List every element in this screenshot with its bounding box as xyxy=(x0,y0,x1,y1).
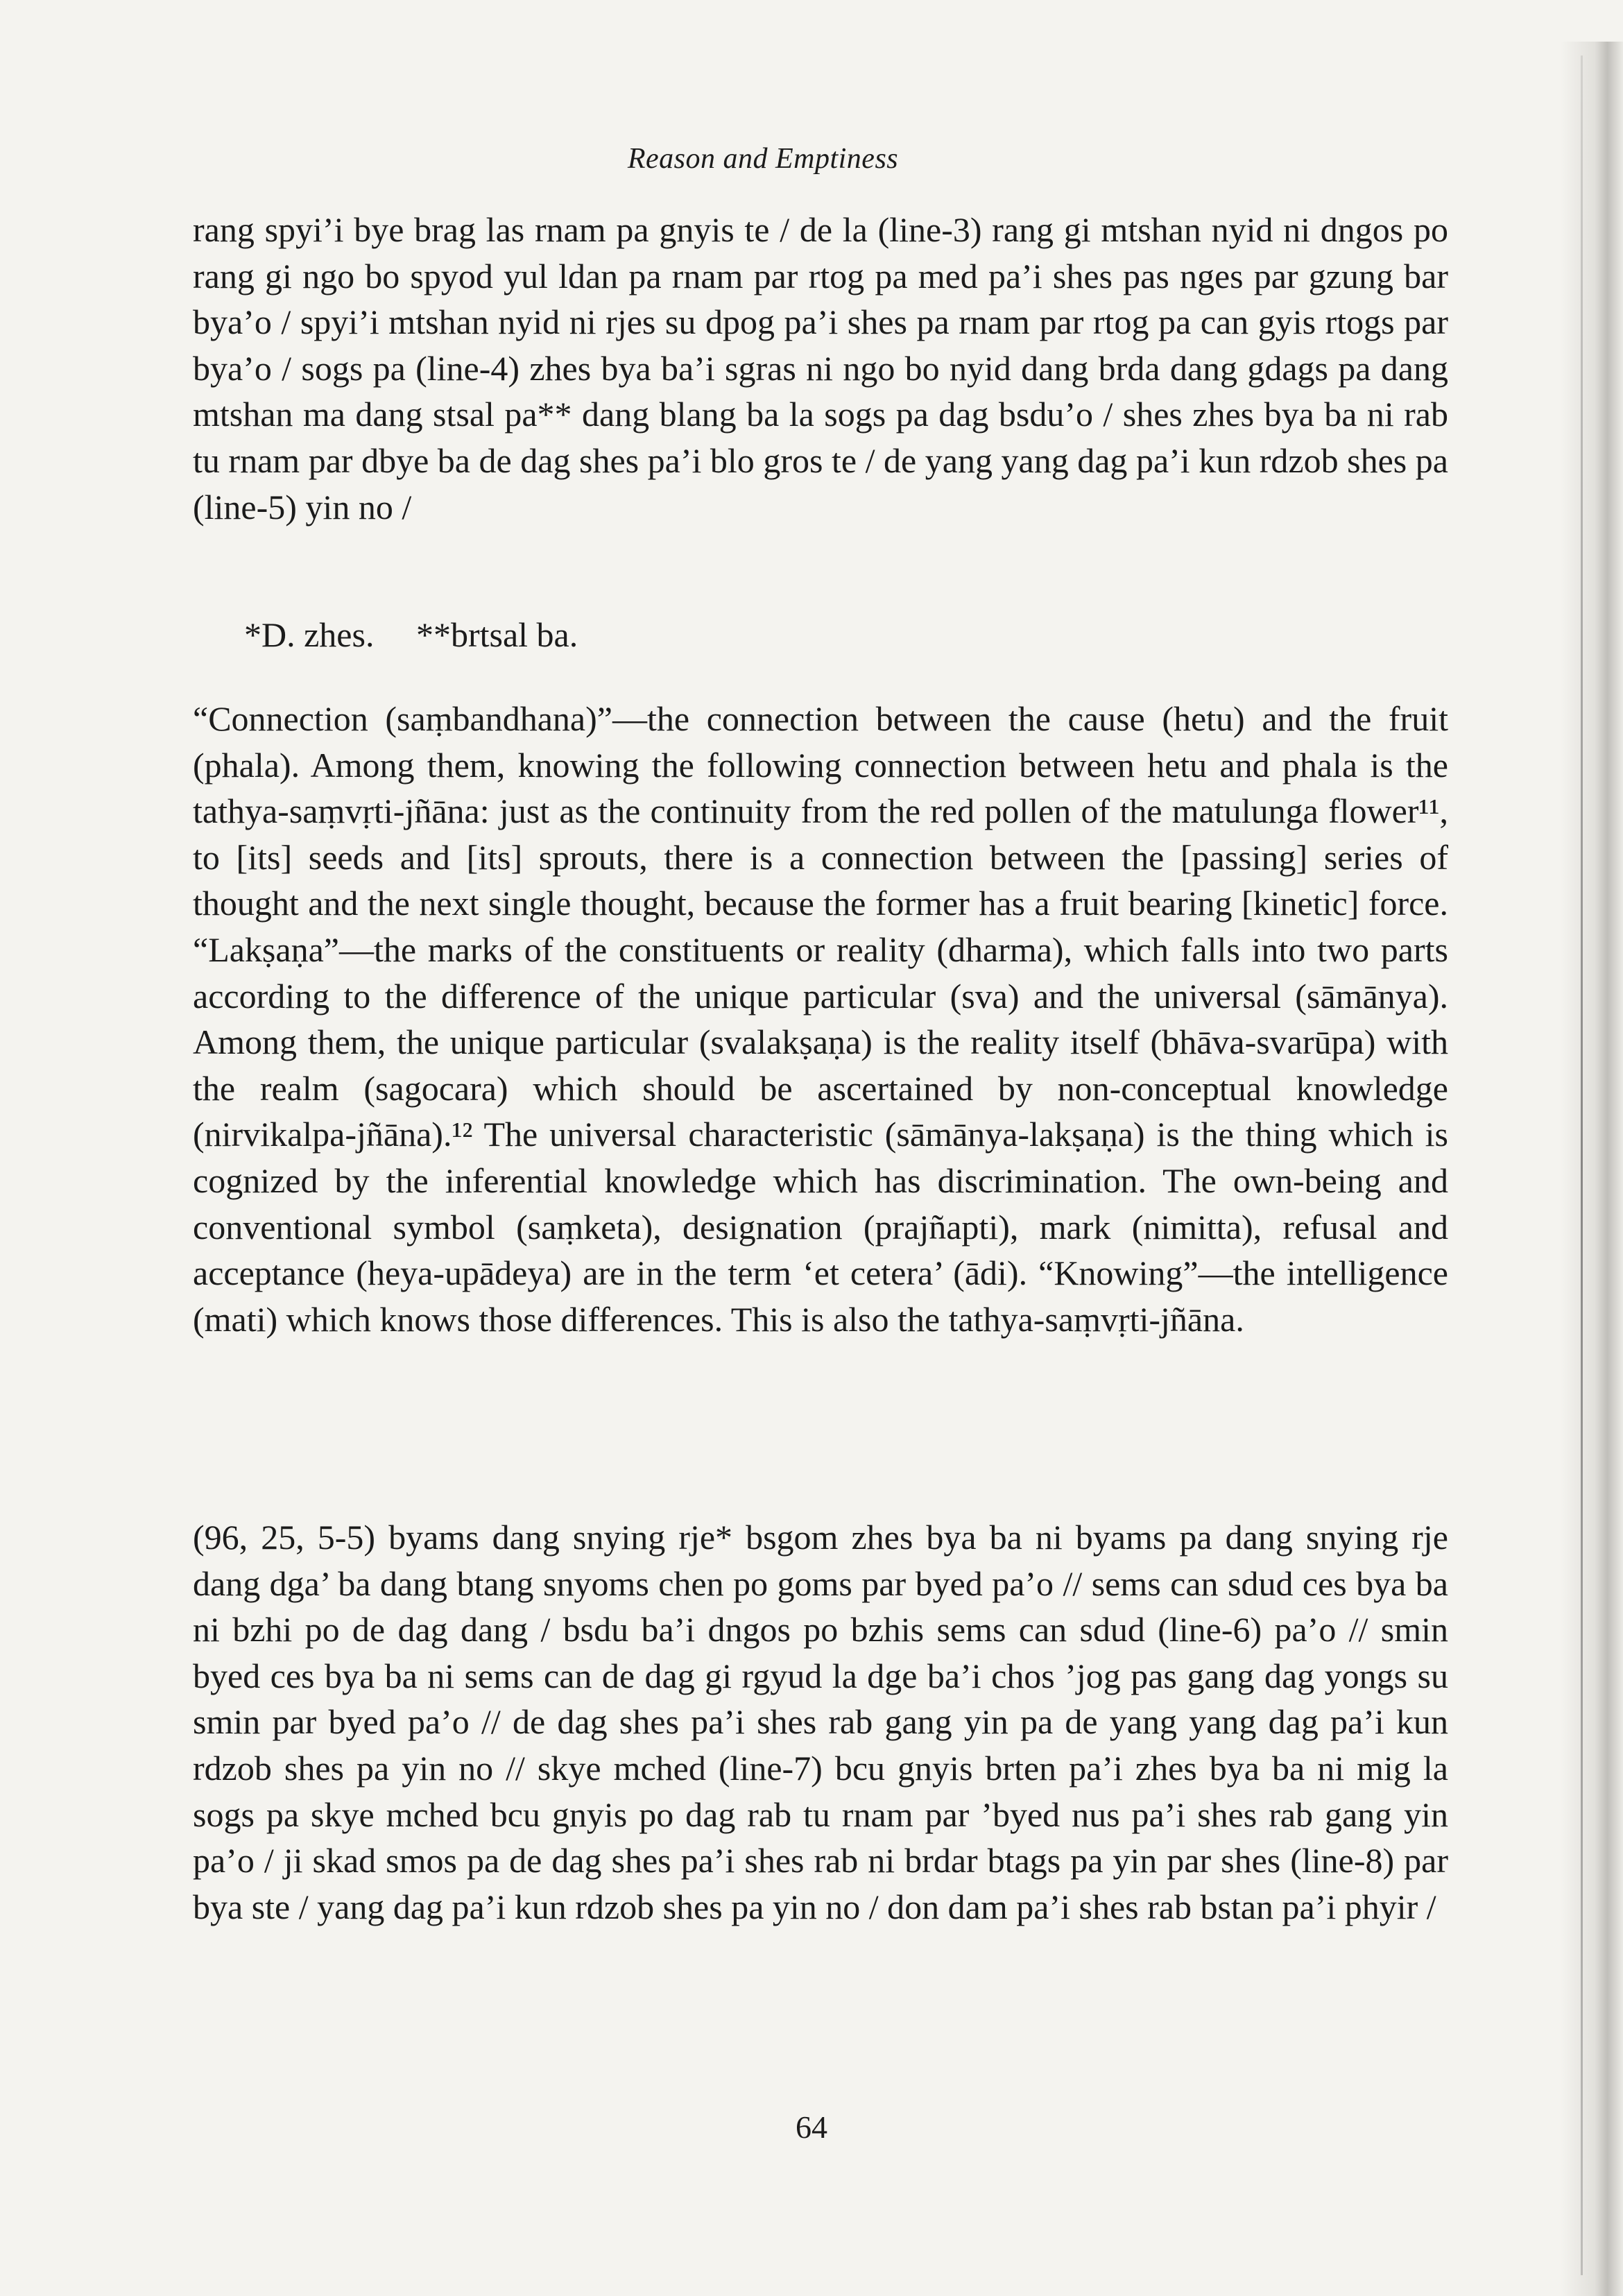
paragraph-text: rang spyi’i bye brag las rnam pa gnyis te / de la (line-3) rang gi mtshan nyid ni dngos po rang gi ngo bo spyod yul ldan pa rnam par rtog pa med pa’i shes pas nges par gzung bar bya’o / spyi’i mtshan nyid ni rjes su dpog pa’i shes pa rnam par rtog pa can gyis rtogs par bya’o / sogs pa (line-4) zhes bya ba’i sgras ni ngo bo nyid dang brda dang gdags pa dang mtshan ma dang stsal pa** dang blang ba la sogs pa dag bsdu’o / shes zhes bya ba ni rab tu rnam par dbye ba de dag shes pa’i blo gros te / de yang yang dag pa’i kun rdzob shes pa (line-5) yin no / xyxy=(193,210,1448,526)
textual-footnote xyxy=(244,612,611,658)
tibetan-paragraph-2 xyxy=(193,1514,1448,1930)
footnote-1: *D. zhes. xyxy=(244,615,375,654)
paragraph-text: “Connection (saṃbandhana)”—the connection between the cause (hetu) and the fruit (phala). Among them, knowing the following connection between hetu and phala is the tathya-saṃvṛti-jñāna: just as the continuity from the red pollen of the matulunga flower¹¹, to [its] seeds and [its] sprouts, there is a connection between the [passing] series of thought and the next single thought, because the former has a fruit bearing [kinetic] force. “Lakṣaṇa”—the marks of the constituents or reality (dharma), which falls into two parts according to the difference of the unique particular (sva) and the universal (sāmānya). Among them, the unique particular (svalakṣaṇa) is the reality itself (bhāva-svarūpa) with the realm (sagocara) which should be ascertained by non-conceptual knowledge (nirvikalpa-jñāna).¹² The universal characteristic (sāmānya-lakṣaṇa) is the thing which is cognized by the inferential knowledge which has discrimination. The own-being and conventional symbol (saṃketa), designation (prajñapti), mark (nimitta), refusal and acceptance (heya-upādeya) are in the term ‘et cetera’ (ādi). “Knowing”—the intelligence (mati) which knows those differences. This is also the tathya-saṃvṛti-jñāna. xyxy=(193,699,1448,1339)
page-edge-shadow xyxy=(1561,42,1623,2296)
footnote-2: **brtsal ba. xyxy=(415,615,578,654)
tibetan-paragraph-1 xyxy=(193,207,1448,530)
paragraph-text: (96, 25, 5-5) byams dang snying rje* bsgom zhes bya ba ni byams pa dang snying rje dang dga’ ba dang btang snyoms chen po goms par byed pa’o // sems can sdud ces bya ba ni bzhi po de dag dang / bsdu ba’i dngos po bzhis sems can sdud (line-6) pa’o // smin byed ces bya ba ni sems can de dag gi rgyud la dge ba’i chos ’jog pas gang dag yongs su smin par byed pa’o // de dag shes pa’i shes rab gang yin pa de yang yang dag pa’i kun rdzob shes pa yin no // skye mched (line-7) bcu gnyis brten pa’i zhes bya ba ni mig la sogs pa skye mched bcu gnyis po dag rab tu rnam par ’byed nus pa’i shes rab gang yin pa’o / ji skad smos pa de dag shes pa’i shes rab ni brdar btags pa yin par shes (line-8) par bya ste / yang dag pa’i kun rdzob shes pa yin no / don dam pa’i shes rab bstan pa’i phyir / xyxy=(193,1518,1448,1926)
page-edge-line xyxy=(1581,55,1583,2275)
english-translation-paragraph xyxy=(193,696,1448,1342)
page-number: 64 xyxy=(796,2109,827,2145)
running-head: Reason and Emptiness xyxy=(627,143,899,175)
